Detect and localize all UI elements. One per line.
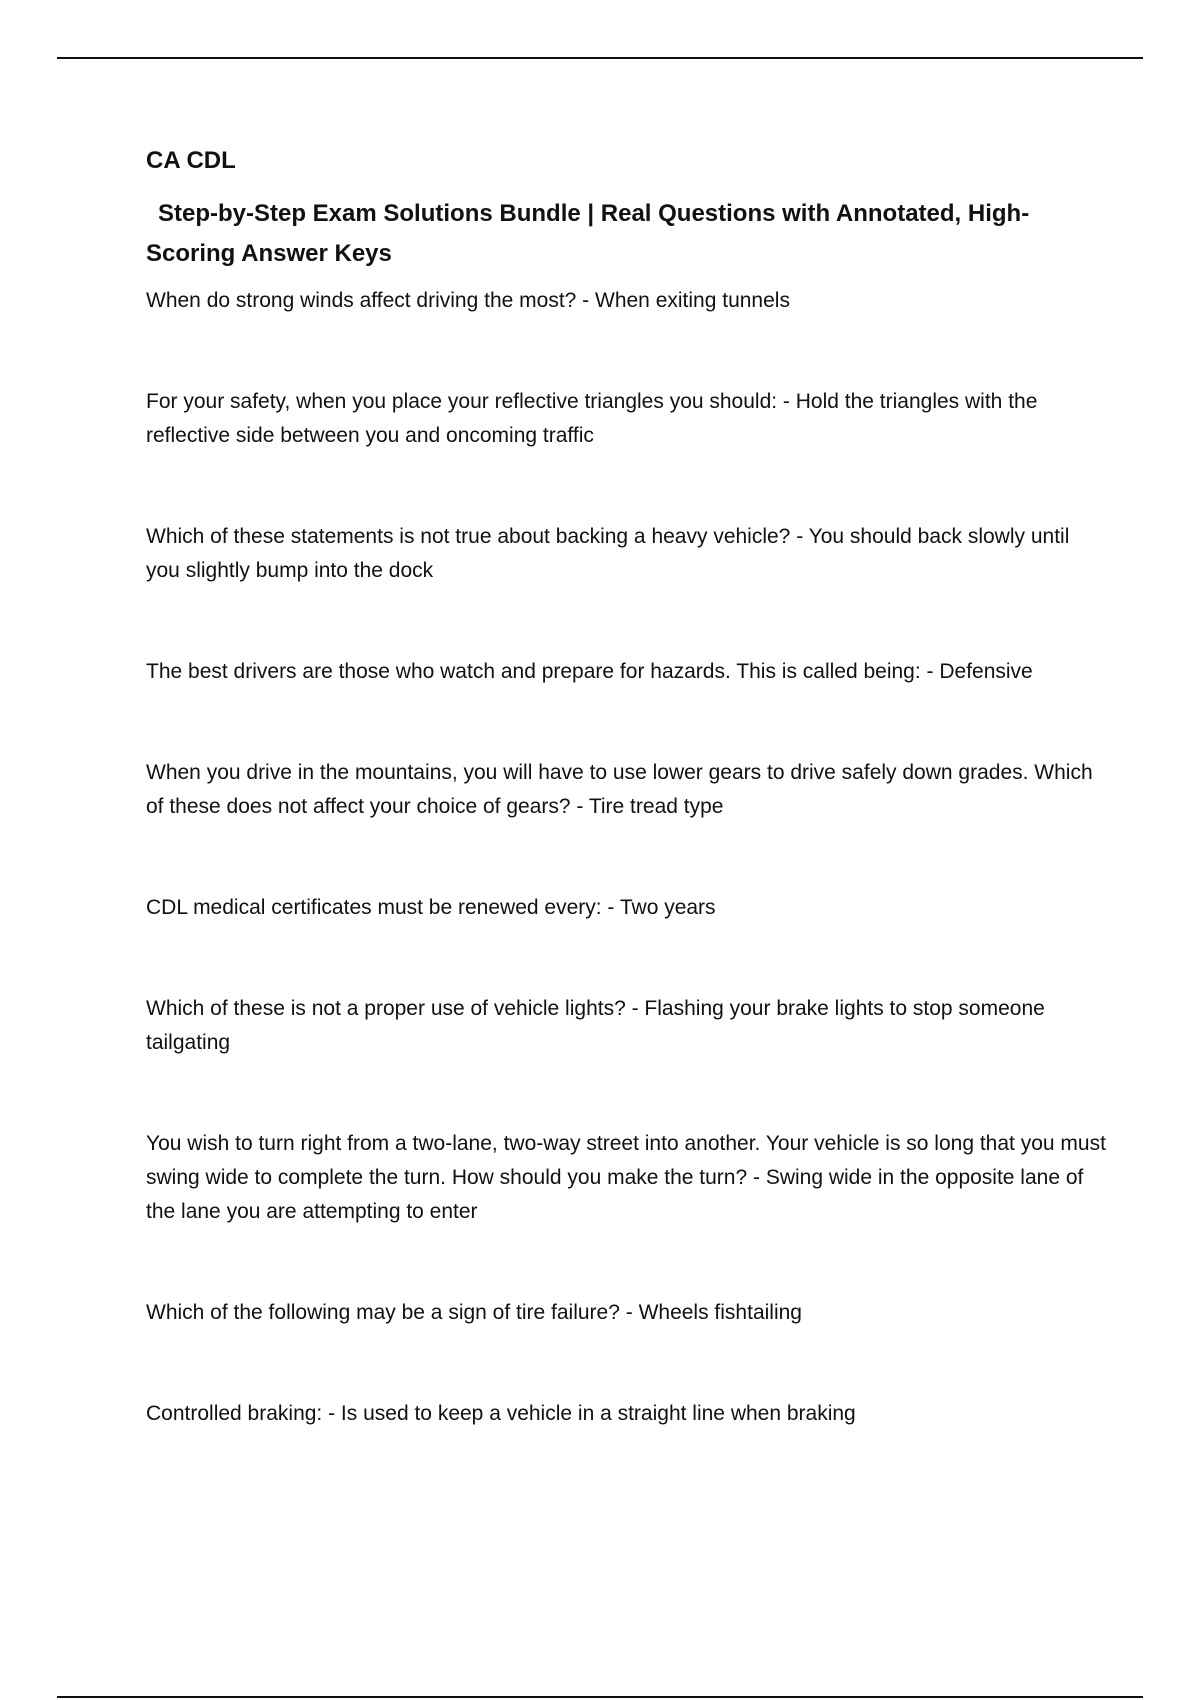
qa-item: You wish to turn right from a two-lane, two-way street into another. Your vehicle is so long that you must swing wide to complete the turn. How should you make the turn? - Swing wide in the opposite lane of the lane you are attempting to enter [146, 1132, 1106, 1223]
qa-item: When you drive in the mountains, you will have to use lower gears to drive safely down grades. Which of these does not affect your choice of gears? - Tire tread type [146, 761, 1093, 818]
document-body [146, 145, 1106, 1498]
header-rule [57, 57, 1143, 59]
qa-item: CDL medical certificates must be renewed every: - Two years [146, 896, 716, 919]
footer-rule [57, 1696, 1143, 1698]
qa-item: The best drivers are those who watch and prepare for hazards. This is called being: - Defensive [146, 660, 1033, 683]
qa-item: Which of the following may be a sign of tire failure? - Wheels fishtailing [146, 1301, 802, 1324]
qa-item: Which of these statements is not true about backing a heavy vehicle? - You should back slowly until you slightly bump into the dock [146, 525, 1070, 582]
document-subtitle: Step-by-Step Exam Solutions Bundle | Real Questions with Annotated, High-Scoring Answer Keys [146, 200, 1030, 267]
qa-item: Controlled braking: - Is used to keep a vehicle in a straight line when braking [146, 1402, 856, 1425]
qa-item: For your safety, when you place your reflective triangles you should: - Hold the triangles with the reflective side between you and oncoming traffic [146, 390, 1038, 447]
qa-item: Which of these is not a proper use of vehicle lights? - Flashing your brake lights to stop someone tailgating [146, 997, 1045, 1054]
document-title: CA CDL [146, 147, 236, 174]
qa-item: When do strong winds affect driving the most? - When exiting tunnels [146, 289, 790, 312]
